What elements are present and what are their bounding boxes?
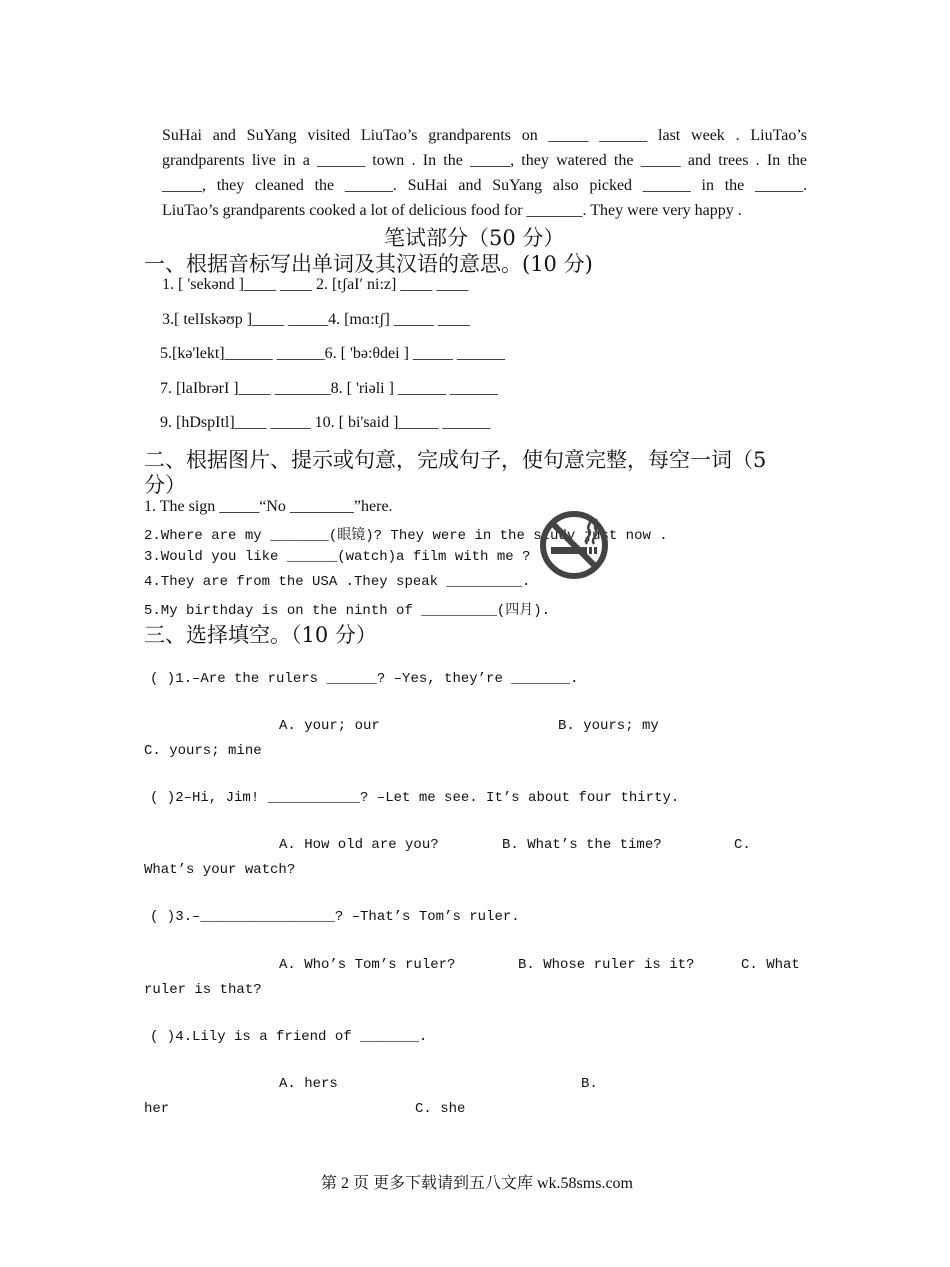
phonetic-row: 9. [hDspItl]____ _____ 10. [ bi'said ]_____ ______ [160,414,491,431]
phonetic-row: 1. [ 'sekənd ]____ ____ 2. [tʃaI′ ni:z] ____ ____ [162,276,469,293]
choice-option: A. hers [279,1076,338,1092]
choice-option-cont: ruler is that? [144,982,262,998]
phonetic-row: 7. [laIbrərI ]____ _______8. [ 'riəli ] ______ ______ [160,380,498,397]
passage-line: LiuTao’s grandparents cooked a lot of delicious food for _______. They were very happy . [162,202,742,219]
choice-option: C. What [741,957,800,973]
section2-q4: 4.They are from the USA .They speak _________. [144,574,531,590]
choice-option: B. What’s the time? [502,837,662,853]
no-smoking-sign-icon [537,510,611,580]
choice-option: A. your; our [279,718,380,734]
passage-line: grandparents live in a ______ town . In the _____, they watered the _____ and trees . In the [162,152,807,169]
phonetic-row: 3.[ telIskəʊp ]____ _____4. [mɑ:tʃ] _____ ____ [162,311,470,328]
section2-q5: 5.My birthday is on the ninth of _________(四月). [144,603,551,619]
section2-title: 二、根据图片、提示或句意，完成句子，使句意完整，每空一词（5 [144,448,767,472]
choice-question-stem: ( )2–Hi, Jim! ___________? –Let me see. It’s about four thirty. [150,790,680,806]
phonetic-row: 5.[kə'lekt]______ ______6. [ 'bə:θdei ] _____ ______ [160,345,505,362]
section2-q2: 2.Where are my _______(眼镜)? They were in the study just now . [144,528,668,544]
choice-option-cont: What’s your watch? [144,862,296,878]
section2-title-cont: 分） [144,473,186,497]
choice-question-stem: ( )1.–Are the rulers ______? –Yes, they’re _______. [150,671,579,687]
section1-title: 一、根据音标写出单词及其汉语的意思。(10 分) [144,252,593,276]
choice-option: C. [734,837,751,853]
choice-question-stem: ( )4.Lily is a friend of _______. [150,1029,428,1045]
choice-question-stem: ( )3.–________________? –That’s Tom’s ruler. [150,909,520,925]
passage-line: SuHai and SuYang visited LiuTao’s grandparents on _____ ______ last week . LiuTao’s [162,127,807,144]
choice-option: C. yours; mine [144,743,262,759]
section2-q1: 1. The sign _____“No ________”here. [144,498,393,515]
passage-line: _____, they cleaned the ______. SuHai and SuYang also picked ______ in the ______. [162,177,807,194]
choice-option: B. Whose ruler is it? [518,957,695,973]
choice-option: B. [581,1076,598,1092]
choice-option: A. How old are you? [279,837,439,853]
choice-option: A. Who’s Tom’s ruler? [279,957,456,973]
section3-title: 三、选择填空。（10 分） [144,623,377,647]
written-part-title: 笔试部分（50 分） [384,226,565,250]
choice-option: C. she [415,1101,466,1117]
section2-q3: 3.Would you like ______(watch)a film with me ? [144,549,531,565]
page-footer: 第 2 页 更多下载请到五八文库 wk.58sms.com [321,1175,634,1192]
choice-option-cont: her [144,1101,170,1117]
choice-option: B. yours; my [558,718,659,734]
